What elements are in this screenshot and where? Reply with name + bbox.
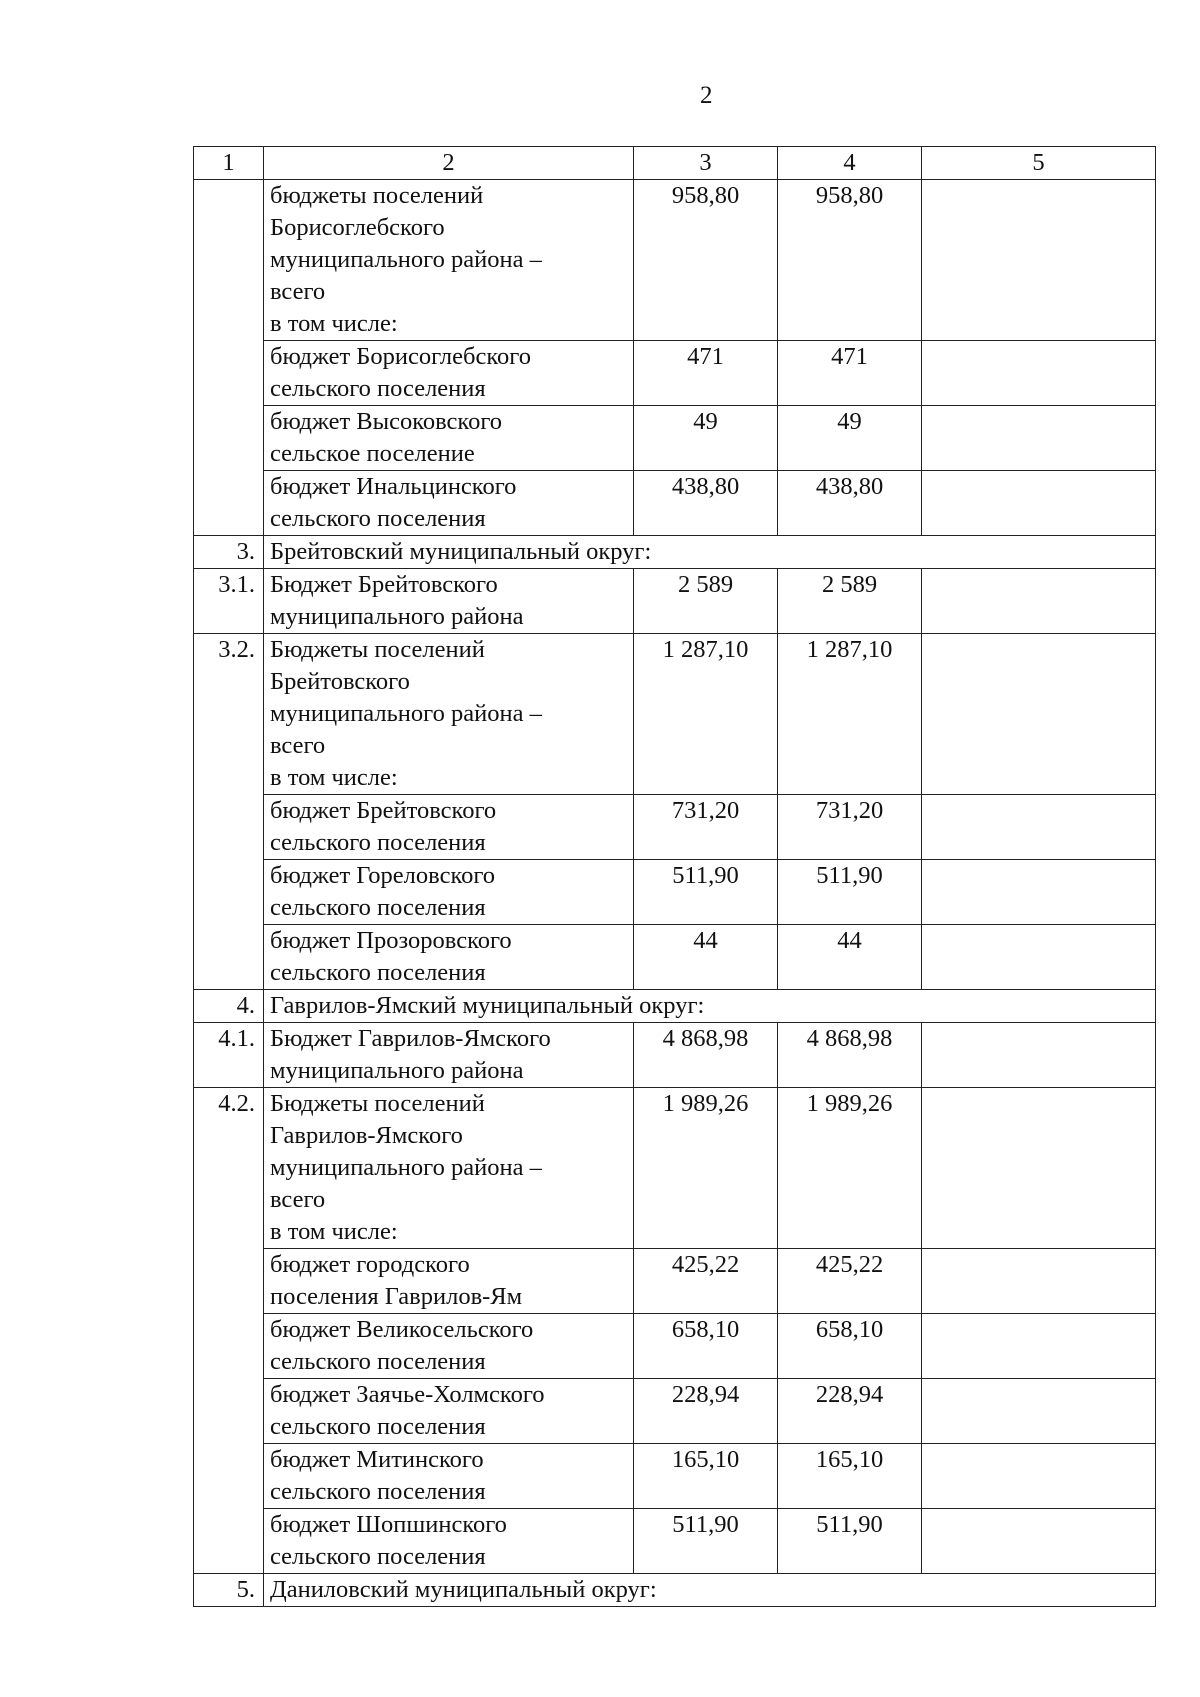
amount-cell-v5 xyxy=(922,795,1156,860)
amount-cell-v3: 731,20 xyxy=(634,795,778,860)
amount-cell-v5 xyxy=(922,1249,1156,1314)
table-row xyxy=(194,1314,1156,1379)
budget-name-line: в том числе: xyxy=(270,310,398,337)
amount-cell-v3: 4 868,98 xyxy=(634,1023,778,1088)
amount-cell-v5 xyxy=(922,925,1156,990)
amount-cell-v5 xyxy=(922,341,1156,406)
table-row xyxy=(194,406,1156,471)
budget-name-cell xyxy=(264,1023,634,1088)
row-number-cell xyxy=(194,795,264,860)
budget-name-cell xyxy=(264,795,634,860)
table-row xyxy=(194,341,1156,406)
budget-name-line: бюджет Высоковского xyxy=(270,408,503,435)
table-row xyxy=(194,1088,1156,1249)
budget-name-cell xyxy=(264,860,634,925)
budget-name-line: бюджет Брейтовского xyxy=(270,797,497,824)
budget-name-line: Брейтовского xyxy=(270,668,410,695)
budget-name-line: муниципального района – xyxy=(270,1154,542,1181)
amount-cell-v4: 4 868,98 xyxy=(778,1023,922,1088)
row-number-cell xyxy=(194,1444,264,1509)
section-row xyxy=(194,536,1156,569)
amount-cell-v4: 228,94 xyxy=(778,1379,922,1444)
header-cell: 4 xyxy=(778,147,922,180)
amount-cell-v4: 438,80 xyxy=(778,471,922,536)
budget-name-line: сельского поселения xyxy=(270,894,486,921)
budget-name-line: муниципального района xyxy=(270,603,524,630)
budget-name-line: Гаврилов-Ямского xyxy=(270,1122,463,1149)
amount-cell-v3: 511,90 xyxy=(634,860,778,925)
amount-cell-v3: 228,94 xyxy=(634,1379,778,1444)
table-row xyxy=(194,860,1156,925)
budget-name-line: бюджет Борисоглебского xyxy=(270,343,531,370)
amount-cell-v3: 425,22 xyxy=(634,1249,778,1314)
budget-name-line: Бюджеты поселений xyxy=(270,1090,485,1117)
row-number-cell: 5. xyxy=(194,1574,264,1607)
budget-name-line: Бюджет Брейтовского xyxy=(270,571,498,598)
budget-name-cell xyxy=(264,341,634,406)
amount-cell-v4: 658,10 xyxy=(778,1314,922,1379)
section-row xyxy=(194,990,1156,1023)
amount-cell-v5 xyxy=(922,471,1156,536)
budget-name-line: бюджет Митинского xyxy=(270,1446,484,1473)
amount-cell-v4: 425,22 xyxy=(778,1249,922,1314)
budget-name-cell xyxy=(264,1444,634,1509)
table-row xyxy=(194,634,1156,795)
budget-name-line: в том числе: xyxy=(270,1218,398,1245)
budget-name-cell xyxy=(264,925,634,990)
row-number-cell: 4.1. xyxy=(194,1023,264,1088)
amount-cell-v3: 958,80 xyxy=(634,180,778,341)
budget-name-cell xyxy=(264,1249,634,1314)
amount-cell-v4: 2 589 xyxy=(778,569,922,634)
budget-name-line: поселения Гаврилов-Ям xyxy=(270,1283,523,1310)
budget-name-cell xyxy=(264,180,634,341)
section-title-text: Брейтовский муниципальный округ: xyxy=(270,538,652,565)
budget-name-line: бюджет Великосельского xyxy=(270,1316,534,1343)
budget-name-cell xyxy=(264,569,634,634)
table-row xyxy=(194,180,1156,341)
amount-cell-v3: 44 xyxy=(634,925,778,990)
amount-cell-v5 xyxy=(922,1314,1156,1379)
table-row xyxy=(194,471,1156,536)
amount-cell-v3: 165,10 xyxy=(634,1444,778,1509)
budget-name-line: бюджет городского xyxy=(270,1251,470,1278)
budget-name-line: бюджет Заячье-Холмского xyxy=(270,1381,545,1408)
budget-name-line: муниципального района – xyxy=(270,246,542,273)
amount-cell-v4: 1 989,26 xyxy=(778,1088,922,1249)
amount-cell-v5 xyxy=(922,406,1156,471)
row-number-cell xyxy=(194,925,264,990)
amount-cell-v3: 658,10 xyxy=(634,1314,778,1379)
section-title-text: Даниловский муниципальный округ: xyxy=(270,1576,657,1603)
row-number-cell xyxy=(194,406,264,471)
budget-name-line: сельское поселение xyxy=(270,440,475,467)
row-number-cell xyxy=(194,341,264,406)
amount-cell-v3: 49 xyxy=(634,406,778,471)
amount-cell-v5 xyxy=(922,1088,1156,1249)
row-number-cell: 3.2. xyxy=(194,634,264,795)
budget-name-line: бюджет Инальцинского xyxy=(270,473,517,500)
amount-cell-v4: 165,10 xyxy=(778,1444,922,1509)
amount-cell-v5 xyxy=(922,569,1156,634)
amount-cell-v4: 49 xyxy=(778,406,922,471)
amount-cell-v3: 438,80 xyxy=(634,471,778,536)
table-header-row xyxy=(194,147,1156,180)
budget-name-line: сельского поселения xyxy=(270,505,486,532)
amount-cell-v5 xyxy=(922,1509,1156,1574)
budget-name-cell xyxy=(264,406,634,471)
budget-name-line: сельского поселения xyxy=(270,1413,486,1440)
amount-cell-v4: 511,90 xyxy=(778,1509,922,1574)
budget-name-line: бюджеты поселений xyxy=(270,182,484,209)
amount-cell-v5 xyxy=(922,860,1156,925)
budget-name-cell xyxy=(264,471,634,536)
amount-cell-v3: 471 xyxy=(634,341,778,406)
table-row xyxy=(194,925,1156,990)
row-number-cell xyxy=(194,180,264,341)
header-cell: 3 xyxy=(634,147,778,180)
page-number: 2 xyxy=(700,82,713,109)
row-number-cell xyxy=(194,1314,264,1379)
table-row xyxy=(194,1379,1156,1444)
amount-cell-v4: 44 xyxy=(778,925,922,990)
budget-name-line: сельского поселения xyxy=(270,959,486,986)
amount-cell-v4: 471 xyxy=(778,341,922,406)
table-row xyxy=(194,1023,1156,1088)
header-cell: 1 xyxy=(194,147,264,180)
budget-name-line: Бюджет Гаврилов-Ямского xyxy=(270,1025,551,1052)
table-row xyxy=(194,569,1156,634)
row-number-cell xyxy=(194,471,264,536)
budget-name-line: сельского поселения xyxy=(270,375,486,402)
row-number-cell xyxy=(194,860,264,925)
budget-name-line: сельского поселения xyxy=(270,1478,486,1505)
budget-name-line: в том числе: xyxy=(270,764,398,791)
budget-name-line: бюджет Прозоровского xyxy=(270,927,512,954)
budget-name-line: муниципального района xyxy=(270,1057,524,1084)
row-number-cell xyxy=(194,1379,264,1444)
budget-name-line: бюджет Шопшинского xyxy=(270,1511,507,1538)
amount-cell-v3: 2 589 xyxy=(634,569,778,634)
budget-name-cell xyxy=(264,1314,634,1379)
row-number-cell: 4.2. xyxy=(194,1088,264,1249)
table-row xyxy=(194,1509,1156,1574)
budget-table-body xyxy=(194,147,1156,1607)
budget-name-cell xyxy=(264,634,634,795)
table-row xyxy=(194,795,1156,860)
section-title xyxy=(264,1574,1156,1607)
section-title xyxy=(264,536,1156,569)
budget-name-cell xyxy=(264,1379,634,1444)
header-cell: 2 xyxy=(264,147,634,180)
budget-name-line: сельского поселения xyxy=(270,829,486,856)
budget-name-line: всего xyxy=(270,278,326,305)
amount-cell-v5 xyxy=(922,634,1156,795)
header-cell: 5 xyxy=(922,147,1156,180)
row-number-cell xyxy=(194,1509,264,1574)
budget-name-line: бюджет Гореловского xyxy=(270,862,496,889)
budget-name-cell xyxy=(264,1509,634,1574)
amount-cell-v5 xyxy=(922,1444,1156,1509)
amount-cell-v3: 1 989,26 xyxy=(634,1088,778,1249)
section-row xyxy=(194,1574,1156,1607)
table-row xyxy=(194,1249,1156,1314)
amount-cell-v4: 1 287,10 xyxy=(778,634,922,795)
budget-name-line: сельского поселения xyxy=(270,1348,486,1375)
budget-name-cell xyxy=(264,1088,634,1249)
table-row xyxy=(194,1444,1156,1509)
amount-cell-v4: 511,90 xyxy=(778,860,922,925)
amount-cell-v4: 731,20 xyxy=(778,795,922,860)
budget-name-line: всего xyxy=(270,1186,326,1213)
amount-cell-v5 xyxy=(922,180,1156,341)
budget-name-line: сельского поселения xyxy=(270,1543,486,1570)
row-number-cell: 4. xyxy=(194,990,264,1023)
amount-cell-v5 xyxy=(922,1023,1156,1088)
budget-name-line: Бюджеты поселений xyxy=(270,636,485,663)
budget-name-line: муниципального района – xyxy=(270,700,542,727)
amount-cell-v3: 511,90 xyxy=(634,1509,778,1574)
row-number-cell: 3. xyxy=(194,536,264,569)
amount-cell-v4: 958,80 xyxy=(778,180,922,341)
budget-table xyxy=(193,146,1156,1607)
section-title-text: Гаврилов-Ямский муниципальный округ: xyxy=(270,992,705,1019)
row-number-cell: 3.1. xyxy=(194,569,264,634)
budget-name-line: Борисоглебского xyxy=(270,214,445,241)
amount-cell-v5 xyxy=(922,1379,1156,1444)
section-title xyxy=(264,990,1156,1023)
budget-name-line: всего xyxy=(270,732,326,759)
row-number-cell xyxy=(194,1249,264,1314)
amount-cell-v3: 1 287,10 xyxy=(634,634,778,795)
